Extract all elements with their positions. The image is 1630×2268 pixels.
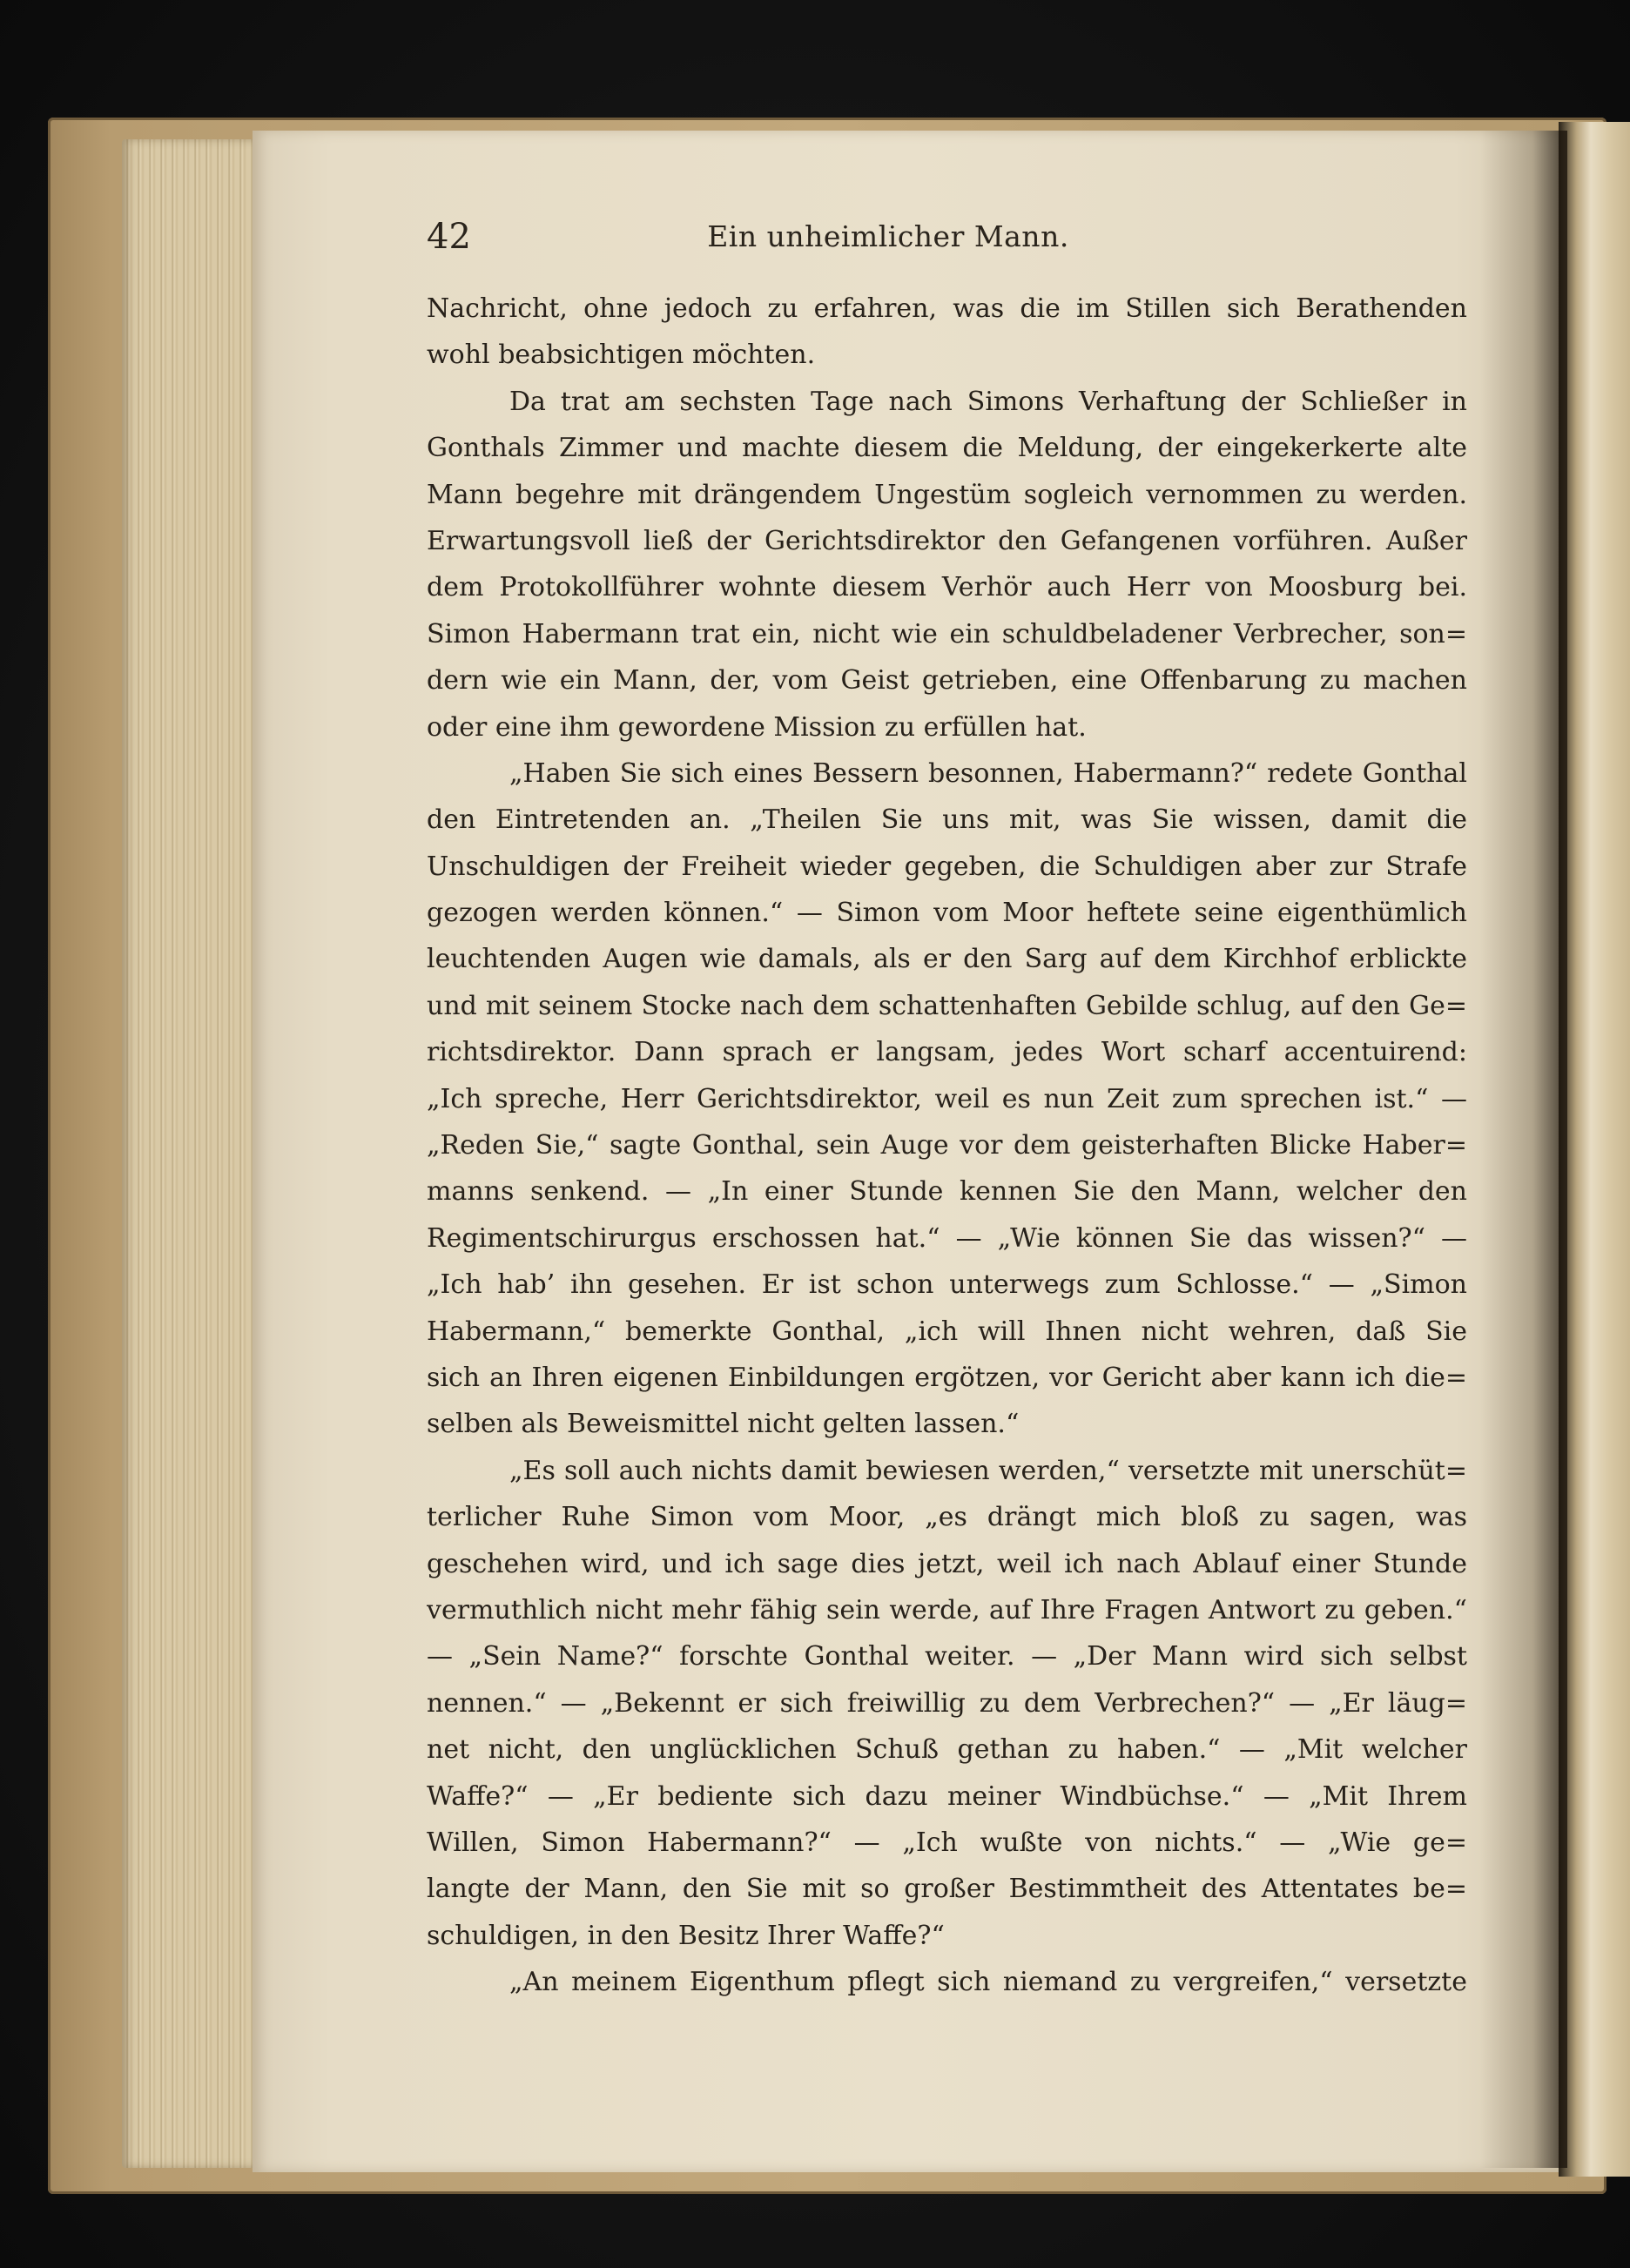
text-line: nennen.“ — „Bekennt er sich freiwillig zu dem Verbrechen?“ — „Er läug= — [427, 1687, 1467, 1719]
text-line: „Es soll auch nichts damit bewiesen werden,“ versetzte mit unerschüt= — [509, 1455, 1467, 1486]
text-line: terlicher Ruhe Simon vom Moor, „es drängt mich bloß zu sagen, was — [427, 1502, 1467, 1533]
text-line: oder eine ihm gewordene Mission zu erfüllen hat. — [427, 711, 1087, 743]
text-line: „Haben Sie sich eines Bessern besonnen, Habermann?“ redete Gonthal — [509, 757, 1467, 789]
text-line: den Eintretenden an. „Theilen Sie uns mit, was Sie wissen, damit die — [427, 804, 1467, 836]
text-line: net nicht, den unglücklichen Schuß gethan zu haben.“ — „Mit welcher — [427, 1734, 1467, 1766]
text-line: gezogen werden können.“ — Simon vom Moor heftete seine eigenthümlich — [427, 898, 1467, 929]
text-line: Waffe?“ — „Er bediente sich dazu meiner Windbüchse.“ — „Mit Ihrem — [427, 1780, 1467, 1812]
text-line: schuldigen, in den Besitz Ihrer Waffe?“ — [427, 1920, 945, 1951]
text-line: Simon Habermann trat ein, nicht wie ein schuldbeladener Verbrecher, son= — [427, 618, 1467, 649]
text-line: dern wie ein Mann, der, vom Geist getrieben, eine Offenbarung zu machen — [427, 665, 1467, 697]
text-line: geschehen wird, und ich sage dies jetzt, weil ich nach Ablauf einer Stunde — [427, 1548, 1467, 1579]
text-line: „An meinem Eigenthum pflegt sich niemand zu vergreifen,“ versetzte — [509, 1967, 1467, 1998]
text-line: „Ich spreche, Herr Gerichtsdirektor, weil es nun Zeit zum sprechen ist.“ — — [427, 1083, 1467, 1114]
text-line: wohl beabsichtigen möchten. — [427, 340, 816, 371]
body-text — [427, 286, 1467, 2005]
page-edges — [122, 139, 261, 2168]
text-line: Regimentschirurgus erschossen hat.“ — „Wie können Sie das wissen?“ — — [427, 1222, 1467, 1254]
text-line: Nachricht, ohne jedoch zu erfahren, was die im Stillen sich Berathenden — [427, 293, 1467, 324]
text-line: manns senkend. — „In einer Stunde kennen Sie den Mann, welcher den — [427, 1176, 1467, 1208]
text-line: Erwartungsvoll ließ der Gerichtsdirektor den Gefangenen vorführen. Außer — [427, 525, 1467, 556]
text-line: dem Protokollführer wohnte diesem Verhör auch Herr von Moosburg bei. — [427, 572, 1467, 603]
text-line: vermuthlich nicht mehr fähig sein werde, auf Ihre Fragen Antwort zu geben.“ — [427, 1594, 1467, 1625]
text-line: Mann begehre mit drängendem Ungestüm sogleich vernommen zu werden. — [427, 479, 1467, 510]
text-line: — „Sein Name?“ forschte Gonthal weiter. — „Der Mann wird sich selbst — [427, 1641, 1467, 1672]
text-line: „Ich hab’ ihn gesehen. Er ist schon unterwegs zum Schlosse.“ — „Simon — [427, 1269, 1467, 1301]
text-line: sich an Ihren eigenen Einbildungen ergötzen, vor Gericht aber kann ich die= — [427, 1362, 1467, 1393]
text-line: selben als Beweismittel nicht gelten lassen.“ — [427, 1409, 1020, 1440]
text-line: Unschuldigen der Freiheit wieder gegeben, die Schuldigen aber zur Strafe — [427, 851, 1467, 882]
text-line: Willen, Simon Habermann?“ — „Ich wußte von nichts.“ — „Wie ge= — [427, 1827, 1467, 1858]
gutter-shadow — [1480, 131, 1567, 2168]
text-line: leuchtenden Augen wie damals, als er den Sarg auf dem Kirchhof erblickte — [427, 944, 1467, 975]
text-line: Habermann,“ bemerkte Gonthal, „ich will Ihnen nicht wehren, daß Sie — [427, 1316, 1467, 1347]
running-head: Ein unheimlicher Mann. — [707, 219, 1069, 253]
text-line: Da trat am sechsten Tage nach Simons Verhaftung der Schließer in — [509, 386, 1467, 417]
facing-page-edge — [1559, 122, 1630, 2177]
text-line: langte der Mann, den Sie mit so großer Bestimmtheit des Attentates be= — [427, 1874, 1467, 1905]
text-line: Gonthals Zimmer und machte diesem die Meldung, der eingekerkerte alte — [427, 433, 1467, 464]
text-line: und mit seinem Stocke nach dem schattenhaften Gebilde schlug, auf den Ge= — [427, 990, 1467, 1021]
text-line: „Reden Sie,“ sagte Gonthal, sein Auge vor dem geisterhaften Blicke Haber= — [427, 1130, 1467, 1161]
page-header — [427, 211, 1350, 263]
text-line: richtsdirektor. Dann sprach er langsam, jedes Wort scharf accentuirend: — [427, 1037, 1467, 1068]
book-page — [253, 131, 1559, 2172]
page-number: 42 — [427, 217, 471, 257]
